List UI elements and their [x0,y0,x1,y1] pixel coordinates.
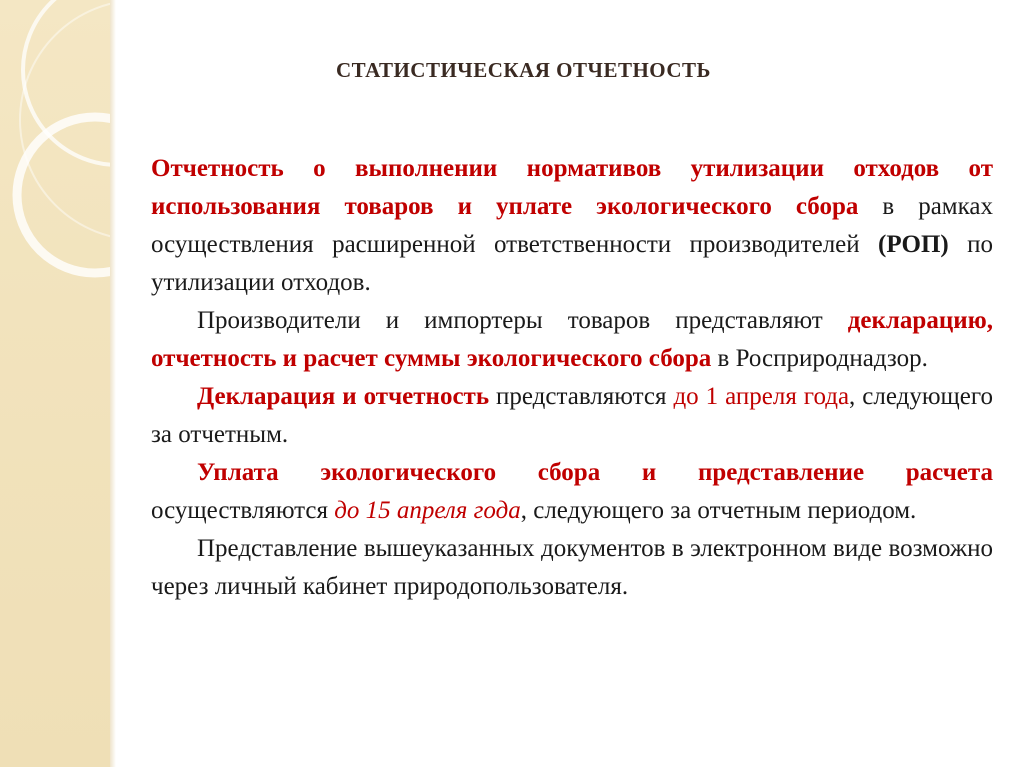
paragraph-reporting [151,150,993,302]
slide-title: СТАТИСТИЧЕСКАЯ ОТЧЕТНОСТЬ [336,58,711,82]
text-span: представляются [489,383,674,410]
slide-body [151,150,993,606]
paragraph-payment-deadline [151,454,993,530]
paragraph-producers [151,302,993,378]
declaration-highlight: декларацию, отчетность и расчет суммы экологического сбора [151,307,993,372]
text-span: по утилизации отходов. [151,231,993,296]
reporting-definition: Отчетность о выполнении нормативов утилизации отходов от использования товаров и уплате экологического сбора [151,155,993,220]
declaration-highlight: Декларация и отчетность [197,383,490,410]
paragraph-electronic-submission [151,530,993,606]
payment-highlight: Уплата экологического сбора и представление расчета [197,459,993,486]
rings-decoration [0,0,110,767]
text-span: Производители и импортеры товаров представляют [197,307,848,334]
text-span: , следующего за отчетным. [151,383,993,448]
paragraph-declaration-deadline [151,378,993,454]
text-span: в рамках осуществления расширенной ответственности производителей [151,193,993,258]
text-span: осуществляются [151,497,335,524]
deadline-april-15: до 15 апреля года [334,497,521,524]
decorative-side-strip [0,0,110,767]
ring-decoration [17,117,110,273]
deadline-april-1: до 1 апреля года [673,383,850,410]
text-span: в Росприроднадзор. [711,345,928,372]
text-span: , следующего за отчетным периодом. [520,497,917,524]
strip-edge-shadow [110,0,116,767]
text-span: Представление вышеуказанных документов в электронном виде возможно через личный кабинет природопользователя. [151,535,993,600]
rop-abbreviation: (РОП) [878,231,949,258]
